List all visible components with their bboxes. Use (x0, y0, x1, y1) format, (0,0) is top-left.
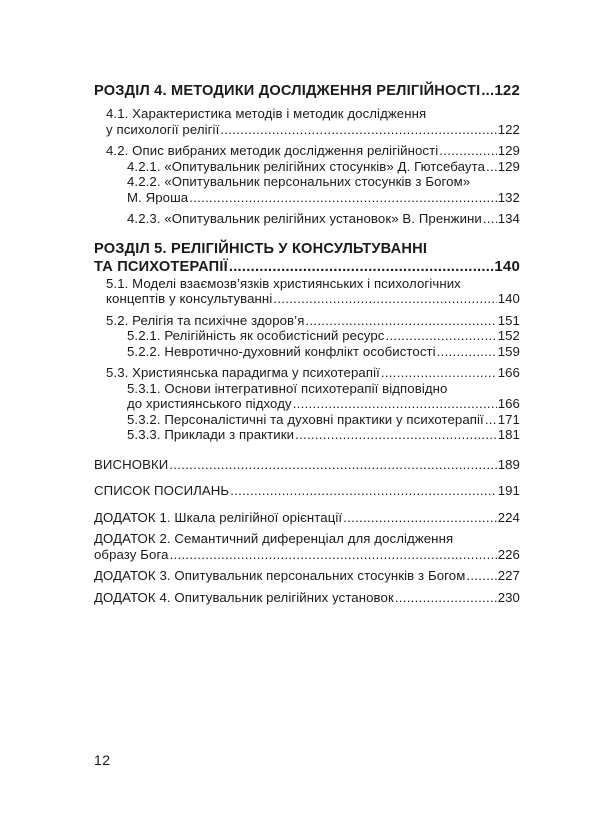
toc-entry-last-line (94, 457, 520, 473)
toc-entry-last-line (127, 211, 520, 227)
toc-entry-page: 227 (497, 568, 520, 583)
toc-entry-title: СПИСОК ПОСИЛАНЬ (94, 483, 230, 498)
toc-entry (94, 457, 520, 473)
toc-entry-page: 226 (497, 546, 520, 562)
dot-leader (295, 427, 497, 443)
toc-entry-last-line (106, 291, 520, 307)
toc-entry-title: 4.2.3. «Опитувальник релігійних установок» В. Пренжини (127, 211, 482, 226)
dot-leader (305, 313, 496, 329)
toc-entry-last-line (94, 82, 520, 100)
toc-entry (94, 241, 520, 276)
dot-leader (230, 483, 497, 499)
toc-entry-title-line: ДОДАТОК 2. Семантичний диференціал для дослідження (94, 531, 454, 546)
toc-entry-title-line: 4.2.2. «Опитувальник персональних стосунків з Богом» (127, 174, 471, 189)
toc-entry-title: 5.3.2. Персоналістичні та духовні практики у психотерапії (127, 411, 484, 427)
toc-entry (94, 82, 520, 100)
toc-entry (94, 568, 520, 584)
page-number: 12 (94, 752, 111, 768)
toc-entry-title: 5.2.1. Релігійність як особистісний ресурс (127, 328, 385, 343)
dot-leader (381, 365, 497, 381)
dot-leader (220, 122, 496, 138)
toc-entry (94, 531, 520, 562)
toc-entry-page: 122 (497, 121, 520, 137)
toc-entry-last-line (94, 483, 520, 499)
toc-entry-last-line (127, 427, 520, 443)
toc-entry-last-line (127, 412, 520, 428)
toc-entry-last-line (127, 159, 520, 175)
dot-leader (343, 510, 497, 526)
toc-entry-title: ВИСНОВКИ (94, 456, 169, 472)
dot-leader (293, 396, 497, 412)
toc-entry-page: 129 (497, 143, 520, 158)
toc-entry-last-line (127, 396, 520, 412)
dot-leader (229, 259, 494, 276)
toc-entry-page: 132 (497, 189, 520, 205)
toc-entry-title: М. Яроша (127, 189, 189, 205)
toc-entry-page: 129 (497, 158, 520, 174)
toc-entry-last-line (127, 328, 520, 344)
toc-entry-page: 230 (497, 589, 520, 605)
dot-leader (483, 211, 497, 227)
toc-entry-page: 140 (497, 291, 520, 306)
toc-entry-title-line: РОЗДІЛ 5. РЕЛІГІЙНІСТЬ У КОНСУЛЬТУВАННІ (94, 240, 428, 257)
toc-entry-title: 5.3.3. Приклади з практики (127, 427, 295, 442)
toc-entry (94, 159, 520, 175)
toc-entry-title: у психології релігії (106, 121, 220, 137)
dot-leader (485, 412, 497, 428)
toc-entry (94, 365, 520, 381)
toc-entry-title: концептів у консультуванні (106, 291, 273, 306)
toc-entry-page: 122 (494, 82, 520, 99)
toc-entry-last-line (94, 568, 520, 584)
toc-entry-page: 171 (497, 411, 520, 427)
toc-entry-page: 181 (497, 427, 520, 442)
toc-entry-page: 140 (494, 257, 520, 275)
dot-leader (170, 547, 497, 563)
toc-entry-title: ДОДАТОК 1. Шкала релігійної орієнтації (94, 509, 343, 525)
toc-entry-page: 151 (497, 312, 520, 328)
toc-entry-page: 159 (497, 343, 520, 359)
toc-entry (94, 211, 520, 227)
toc-entry-page: 152 (497, 328, 520, 343)
toc-entry-last-line (106, 365, 520, 381)
toc-entry-title: 5.3. Християнська парадигма у психотерапії (106, 365, 380, 380)
dot-leader (189, 190, 496, 206)
toc-entry (94, 344, 520, 360)
toc-entry (94, 412, 520, 428)
toc-entry (94, 381, 520, 412)
toc-entry (94, 510, 520, 526)
toc-entry-title: до християнського підходу (127, 396, 292, 411)
toc-entry-last-line (94, 510, 520, 526)
dot-leader (439, 143, 496, 159)
toc-entry-title-line: 4.1. Характеристика методів і методик дослідження (106, 106, 427, 121)
toc-entry-page: 224 (497, 509, 520, 525)
toc-entry-page: 191 (497, 483, 520, 498)
dot-leader (169, 457, 496, 473)
toc-entry-last-line (127, 190, 520, 206)
toc-entry-page: 189 (497, 456, 520, 472)
toc-entry-last-line (127, 344, 520, 360)
toc-entry-last-line (106, 122, 520, 138)
toc-entry-title: 5.2.2. Невротично-духовний конфлікт особистості (127, 343, 436, 359)
table-of-contents (94, 82, 520, 605)
dot-leader (395, 590, 497, 606)
toc-entry (94, 106, 520, 137)
toc-entry-title: ТА ПСИХОТЕРАПІЇ (94, 258, 228, 275)
toc-entry-title: РОЗДІЛ 4. МЕТОДИКИ ДОСЛІДЖЕННЯ РЕЛІГІЙНОСТІ (94, 83, 481, 99)
dot-leader (437, 344, 497, 360)
toc-entry (94, 313, 520, 329)
toc-entry-last-line (94, 590, 520, 606)
toc-entry-last-line (106, 313, 520, 329)
toc-entry-last-line (94, 547, 520, 563)
dot-leader (486, 159, 497, 175)
toc-entry-title: ДОДАТОК 4. Опитувальник релігійних установок (94, 589, 394, 605)
toc-entry-page: 166 (497, 396, 520, 411)
dot-leader (466, 568, 496, 584)
toc-entry-page: 134 (497, 211, 520, 226)
toc-entry-title: 4.2.1. «Опитувальник релігійних стосунків» Д. Гютсебаута (127, 158, 486, 174)
toc-entry-title: образу Бога (94, 546, 169, 562)
dot-leader (385, 328, 496, 344)
toc-entry (94, 590, 520, 606)
toc-entry (94, 174, 520, 205)
dot-leader (273, 291, 496, 307)
toc-entry-title: ДОДАТОК 3. Опитувальник персональних стосунків з Богом (94, 568, 466, 583)
toc-entry (94, 143, 520, 159)
toc-entry-page: 166 (497, 365, 520, 380)
toc-entry-title-line: 5.3.1. Основи інтегративної психотерапії відповідно (127, 380, 448, 396)
toc-entry-last-line (106, 143, 520, 159)
toc-entry (94, 483, 520, 499)
toc-entry (94, 276, 520, 307)
toc-entry-last-line (94, 258, 520, 276)
toc-entry-title: 5.2. Релігія та психічне здоров’я (106, 312, 305, 328)
toc-entry (94, 328, 520, 344)
dot-leader (481, 83, 493, 100)
toc-entry (94, 427, 520, 443)
toc-entry-title-line: 5.1. Моделі взаємозв’язків християнських і психологічних (106, 275, 461, 291)
toc-entry-title: 4.2. Опис вибраних методик дослідження релігійності (106, 143, 439, 158)
